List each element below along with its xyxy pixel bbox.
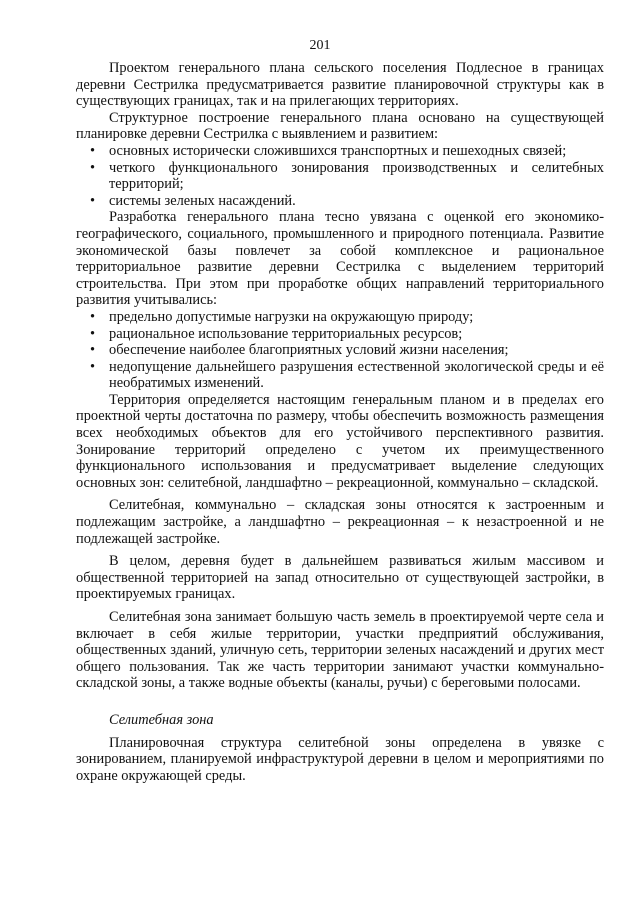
paragraph-intro: Проектом генерального плана сельского поселения Подлесное в границах деревни Сестрилка предусматривается развитие планировочной структуры как в существующих границах, так и на прилегающих территориях.: [76, 60, 604, 110]
list-item: • обеспечение наиболее благоприятных условий жизни населения;: [76, 342, 604, 359]
paragraph-zones: Селитебная, коммунально – складская зоны относятся к застроенным и подлежащим застройке, а ландшафтно – рекреационная – к незастроенной и не подлежащей застройке.: [76, 497, 604, 547]
list-item: • системы зеленых насаждений.: [76, 193, 604, 210]
list-item: • основных исторически сложившихся транспортных и пешеходных связей;: [76, 143, 604, 160]
page-number: 201: [309, 38, 331, 53]
paragraph-development: Разработка генерального плана тесно увязана с оценкой его экономико-географического, социального, промышленного и природного потенциала. Развитие экономической базы повлечет за собой комплексное и рациональное территориальное развитие деревни Сестрилка с выделением территорий строительства. При этом при проработке общих направлений территориального развития учитывались:: [76, 209, 604, 309]
development-list: [76, 309, 604, 392]
list-item: • предельно допустимые нагрузки на окружающую природу;: [76, 309, 604, 326]
list-item: • четкого функционального зонирования производственных и селитебных территорий;: [76, 160, 604, 193]
paragraph-planning-structure: Планировочная структура селитебной зоны определена в увязке с зонированием, планируемой инфраструктурой деревни в целом и мероприятиями по охране окружающей среды.: [76, 734, 604, 784]
paragraph-territory: Территория определяется настоящим генеральным планом и в пределах его проектной черты достаточна по размеру, чтобы обеспечить возможность размещения всех необходимых объектов для его устойчивого перспективного развития. Зонирование территорий определено с учетом их преимущественного функционального использования и предусматривает выделение следующих основных зон: селитебной, ландшафтно – рекреационной, коммунально – складской.: [76, 391, 604, 491]
section-heading: Селитебная зона: [109, 711, 214, 728]
paragraph-structure: Структурное построение генерального плана основано на существующей планировке деревни Сестрилка с выявлением и развитием:: [76, 109, 604, 143]
paragraph-residential-zone: Селитебная зона занимает большую часть земель в проектируемой черте села и включает в себя жилые территории, участки предприятий обслуживания, общественных зданий, уличную сеть, территории зеленых насаждений и других мест общего пользования. Так же часть территории занимают участки коммунально-складской зоны, а также водные объекты (каналы, ручьи) с береговыми полосами.: [76, 609, 604, 692]
structure-list: [76, 143, 604, 209]
paragraph-village-growth: В целом, деревня будет в дальнейшем развиваться жилым массивом и общественной территорией на запад относительно от существующей застройки, в проектируемых границах.: [76, 553, 604, 603]
document-body: [76, 60, 604, 784]
list-item: • рациональное использование территориальных ресурсов;: [76, 326, 604, 343]
list-item: • недопущение дальнейшего разрушения естественной экологической среды и её необратимых изменений.: [76, 359, 604, 392]
